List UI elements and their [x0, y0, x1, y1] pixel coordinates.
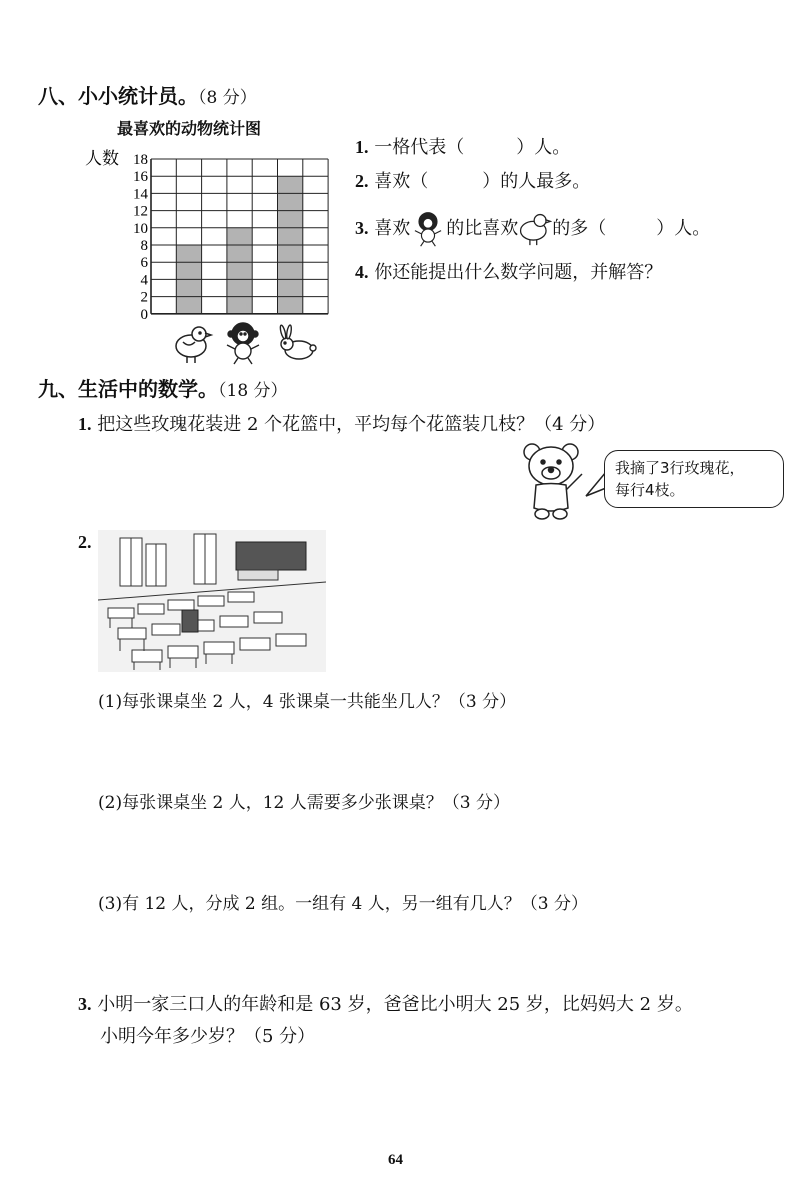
y-tick-label: 6: [140, 255, 148, 272]
question-text-line-1: 小明一家三口人的年龄和是 63 岁，爸爸比小明大 25 岁，比妈妈大 2 岁。: [97, 994, 693, 1015]
bubble-line-2: 每行4枝。: [615, 481, 685, 499]
monkey-icon: [227, 323, 259, 364]
y-tick-label: 16: [133, 169, 148, 186]
bear-icon: [520, 440, 590, 522]
question-number: 3.: [355, 218, 369, 238]
y-tick-label: 18: [133, 152, 148, 168]
question-text: 一格代表（: [374, 137, 465, 158]
chick-icon: [518, 212, 552, 246]
question-9-2-2: (2)每张课桌坐 2 人，12 人需要多少张课桌？（3 分）: [98, 793, 510, 813]
bubble-line-1: 我摘了3行玫瑰花，: [615, 459, 745, 477]
classroom-illustration: [98, 530, 326, 672]
page-number: 64: [388, 1152, 403, 1168]
question-text: 把这些玫瑰花装进 2 个花篮中，平均每个花篮装几枝？（4 分）: [97, 414, 606, 435]
question-number: 1.: [355, 137, 369, 157]
question-9-2: [78, 532, 92, 553]
question-number: 3.: [78, 994, 92, 1014]
question-8-1: [355, 133, 570, 159]
question-9-1: [78, 410, 605, 436]
question-9-3: [78, 990, 693, 1016]
question-text-mid2: 的多（: [552, 218, 607, 239]
question-text-end: ）人。: [656, 218, 711, 239]
y-tick-label: 10: [133, 220, 148, 237]
section-8-title: 八、小小统计员。: [38, 84, 198, 108]
question-text: 你还能提出什么数学问题，并解答？: [374, 262, 663, 283]
section-9-heading: [38, 373, 288, 402]
question-9-2-3: (3)有 12 人，分成 2 组。一组有 4 人，另一组有几人？（3 分）: [98, 894, 588, 914]
animal-bar-chart: [75, 138, 345, 368]
question-number: 2.: [78, 532, 92, 552]
question-number: 2.: [355, 171, 369, 191]
bar-monkey: [227, 228, 252, 314]
rabbit-icon: [279, 325, 316, 359]
section-8-points: （8 分）: [198, 88, 257, 108]
y-axis-label: 人数: [85, 149, 119, 169]
question-number: 1.: [78, 414, 92, 434]
section-8-heading: [38, 80, 257, 109]
question-8-3: [355, 211, 710, 247]
speech-bubble: [604, 450, 784, 508]
question-text: 喜欢: [374, 218, 411, 239]
question-9-3-line-2: 小明今年多少岁？（5 分）: [100, 1026, 316, 1047]
y-tick-label: 2: [140, 289, 148, 306]
y-tick-label: 4: [140, 272, 148, 289]
question-9-2-1: (1)每张课桌坐 2 人，4 张课桌一共能坐几人？（3 分）: [98, 692, 517, 712]
y-tick-label: 14: [133, 186, 148, 203]
y-tick-label: 12: [133, 203, 148, 220]
question-8-2: [355, 167, 590, 193]
question-text-end: ）人。: [516, 137, 571, 158]
question-text-end: ）的人最多。: [482, 171, 591, 192]
question-number: 4.: [355, 262, 369, 282]
question-text-mid: 的比喜欢: [446, 218, 519, 239]
question-text: 喜欢（: [374, 171, 429, 192]
y-tick-label: 8: [140, 238, 148, 254]
chart-title: 最喜欢的动物统计图: [117, 119, 262, 138]
monkey-icon: [410, 211, 446, 247]
question-8-4: [355, 258, 662, 284]
section-9-points: （18 分）: [218, 381, 288, 401]
y-tick-label: 0: [140, 306, 148, 323]
chick-icon: [176, 327, 211, 363]
section-9-title: 九、生活中的数学。: [38, 377, 218, 401]
